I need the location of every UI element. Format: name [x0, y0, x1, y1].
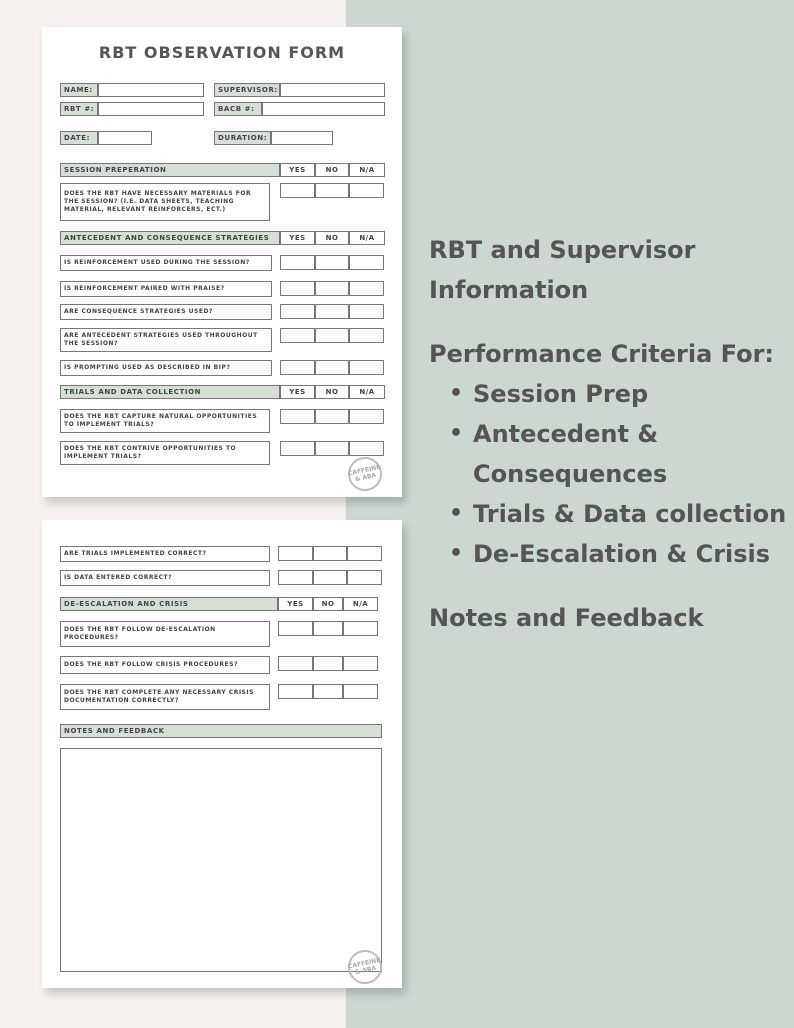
checkbox-no[interactable]	[315, 255, 349, 270]
section-session-prep: SESSION PREPERATION	[60, 163, 280, 177]
question-trials-correct: ARE TRIALS IMPLEMENTED CORRECT?	[60, 546, 270, 562]
checkbox-yes[interactable]	[278, 546, 313, 561]
checkbox-yes[interactable]	[278, 621, 313, 636]
rbt-number-label: RBT #:	[60, 102, 98, 116]
checkbox-no[interactable]	[315, 409, 349, 424]
checkbox-yes[interactable]	[280, 441, 315, 456]
question-crisis-procedures: DOES THE RBT FOLLOW CRISIS PROCEDURES?	[60, 656, 270, 674]
supervisor-label: SUPERVISOR:	[214, 83, 280, 97]
col-yes: YES	[278, 597, 313, 611]
bacb-number-field[interactable]	[262, 102, 385, 116]
checkbox-na[interactable]	[349, 441, 384, 456]
checkbox-na[interactable]	[347, 546, 382, 561]
question-prompting: IS PROMPTING USED AS DESCRIBED IN BIP?	[60, 360, 272, 376]
form-page-1	[42, 27, 402, 497]
promo-heading-notes: Notes and Feedback	[429, 604, 704, 632]
checkbox-yes[interactable]	[278, 656, 313, 671]
checkbox-yes[interactable]	[280, 409, 315, 424]
col-na: N/A	[349, 385, 385, 399]
checkbox-na[interactable]	[349, 281, 384, 296]
col-no: NO	[313, 597, 343, 611]
question-crisis-documentation: DOES THE RBT COMPLETE ANY NECESSARY CRISIS DOCUMENTATION CORRECTLY?	[60, 684, 270, 710]
date-label: DATE:	[60, 131, 98, 145]
checkbox-na[interactable]	[347, 570, 382, 585]
checkbox-na[interactable]	[343, 656, 378, 671]
question-data-correct: IS DATA ENTERED CORRECT?	[60, 570, 270, 586]
col-yes: YES	[280, 385, 315, 399]
checkbox-yes[interactable]	[280, 281, 315, 296]
name-label: NAME:	[60, 83, 98, 97]
col-na: N/A	[343, 597, 378, 611]
col-yes: YES	[280, 231, 315, 245]
name-field[interactable]	[98, 83, 204, 97]
checkbox-no[interactable]	[315, 328, 349, 343]
question-reinforcement-used: IS REINFORCEMENT USED DURING THE SESSION?	[60, 255, 272, 271]
col-no: NO	[315, 163, 349, 177]
checkbox-no[interactable]	[313, 570, 347, 585]
checkbox-no[interactable]	[313, 546, 347, 561]
checkbox-na[interactable]	[343, 684, 378, 699]
question-consequence-strategies: ARE CONSEQUENCE STRATEGIES USED?	[60, 304, 272, 320]
date-field[interactable]	[98, 131, 152, 145]
checkbox-yes[interactable]	[280, 183, 315, 198]
form-page-2	[42, 520, 402, 988]
col-na: N/A	[349, 231, 385, 245]
duration-label: DURATION:	[214, 131, 271, 145]
question-antecedent-strategies: ARE ANTECEDENT STRATEGIES USED THROUGHOUT THE SESSION?	[60, 328, 272, 352]
form-title: RBT OBSERVATION FORM	[98, 43, 346, 62]
checkbox-no[interactable]	[315, 183, 349, 198]
criteria-item: • Trials & Data collection	[429, 494, 789, 534]
checkbox-yes[interactable]	[280, 304, 315, 319]
promo-text	[429, 230, 789, 638]
criteria-list	[429, 374, 789, 574]
checkbox-na[interactable]	[349, 255, 384, 270]
rbt-number-field[interactable]	[98, 102, 204, 116]
checkbox-yes[interactable]	[278, 570, 313, 585]
col-na: N/A	[349, 163, 385, 177]
checkbox-na[interactable]	[349, 183, 384, 198]
criteria-item: • De-Escalation & Crisis	[429, 534, 789, 574]
checkbox-no[interactable]	[315, 441, 349, 456]
caffeine-aba-logo: CAFFEINE & ABA	[345, 947, 385, 987]
caffeine-aba-logo: CAFFEINE & ABA	[345, 454, 385, 494]
question-natural-opportunities: DOES THE RBT CAPTURE NATURAL OPPORTUNITIES TO IMPLEMENT TRIALS?	[60, 409, 270, 433]
question-materials: DOES THE RBT HAVE NECESSARY MATERIALS FOR THE SESSION? (I.E. DATA SHEETS, TEACHING MATERIAL, RELEVANT REINFORCERS, ECT.)	[60, 183, 270, 221]
checkbox-na[interactable]	[343, 621, 378, 636]
checkbox-yes[interactable]	[280, 360, 315, 375]
checkbox-no[interactable]	[315, 360, 349, 375]
checkbox-na[interactable]	[349, 304, 384, 319]
duration-field[interactable]	[271, 131, 333, 145]
col-no: NO	[315, 231, 349, 245]
question-contrive-opportunities: DOES THE RBT CONTRIVE OPPORTUNITIES TO IMPLEMENT TRIALS?	[60, 441, 270, 465]
criteria-item: • Antecedent & Consequences	[429, 414, 789, 494]
supervisor-field[interactable]	[280, 83, 385, 97]
notes-textarea[interactable]	[60, 748, 382, 972]
checkbox-no[interactable]	[313, 684, 343, 699]
checkbox-na[interactable]	[349, 360, 384, 375]
section-notes: NOTES AND FEEDBACK	[60, 724, 382, 738]
question-reinforcement-praise: IS REINFORCEMENT PAIRED WITH PRAISE?	[60, 281, 272, 297]
checkbox-yes[interactable]	[278, 684, 313, 699]
section-trials: TRIALS AND DATA COLLECTION	[60, 385, 280, 399]
promo-heading-info: RBT and Supervisor Information	[429, 236, 696, 304]
promo-heading-criteria: Performance Criteria For:	[429, 340, 774, 368]
checkbox-no[interactable]	[315, 304, 349, 319]
checkbox-yes[interactable]	[280, 328, 315, 343]
bacb-number-label: BACB #:	[214, 102, 262, 116]
section-antecedent: ANTECEDENT AND CONSEQUENCE STRATEGIES	[60, 231, 280, 245]
checkbox-no[interactable]	[315, 281, 349, 296]
criteria-item: • Session Prep	[429, 374, 789, 414]
checkbox-na[interactable]	[349, 328, 384, 343]
col-no: NO	[315, 385, 349, 399]
section-deescalation: DE-ESCALATION AND CRISIS	[60, 597, 278, 611]
question-deescalation-procedures: DOES THE RBT FOLLOW DE-ESCALATION PROCEDURES?	[60, 621, 270, 647]
checkbox-yes[interactable]	[280, 255, 315, 270]
checkbox-no[interactable]	[313, 621, 343, 636]
col-yes: YES	[280, 163, 315, 177]
checkbox-no[interactable]	[313, 656, 343, 671]
checkbox-na[interactable]	[349, 409, 384, 424]
